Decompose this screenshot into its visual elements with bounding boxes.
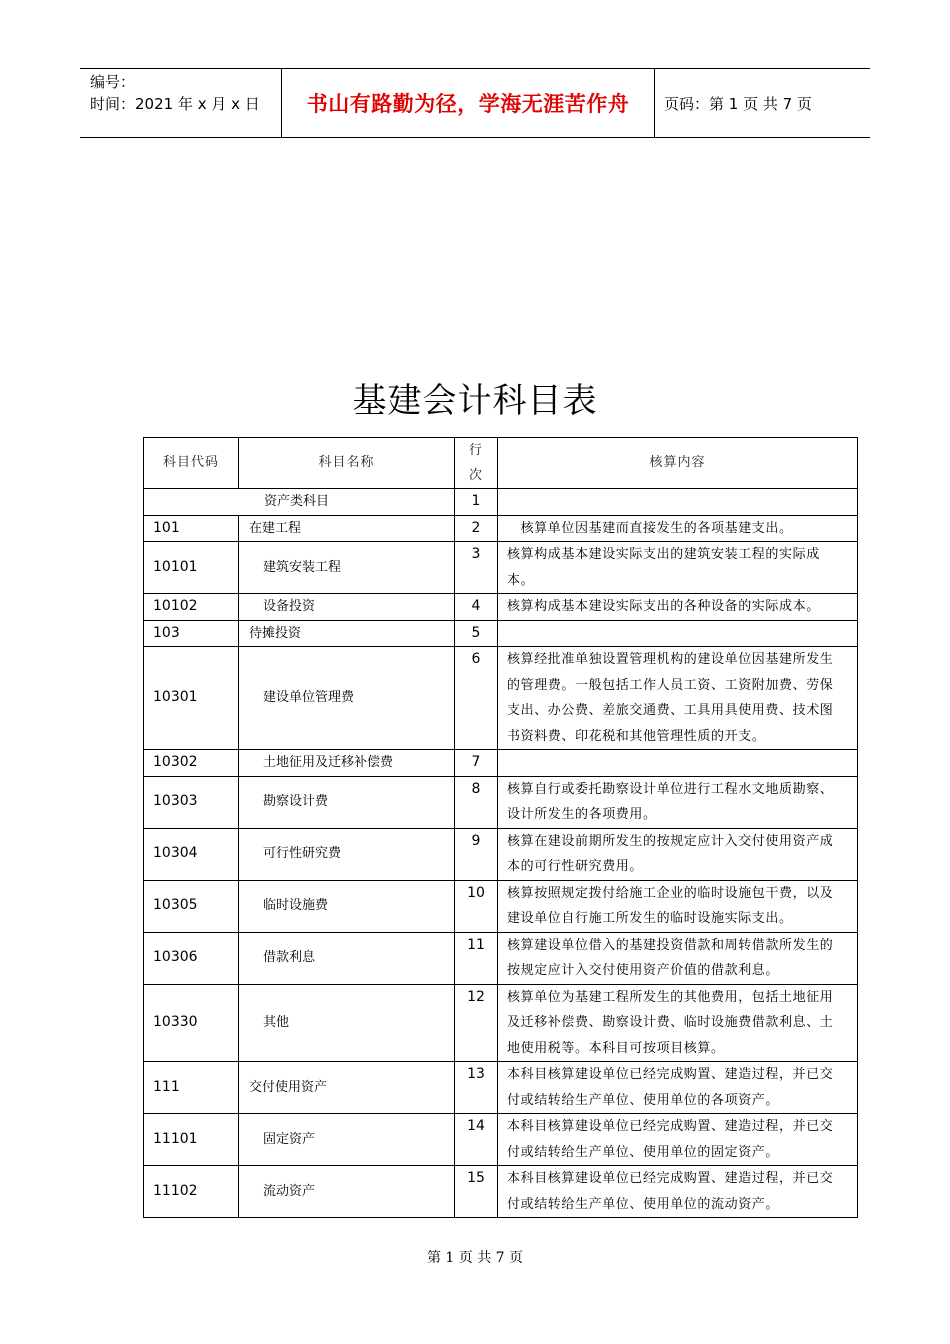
account-code: 11102 [144,1166,239,1218]
account-code: 10301 [144,647,239,750]
row-number: 11 [455,932,498,984]
account-code: 10304 [144,828,239,880]
row-number: 2 [455,515,498,542]
header-content: 核算内容 [498,438,858,489]
account-name: 借款利息 [239,932,455,984]
account-name: 临时设施费 [239,880,455,932]
account-name: 设备投资 [239,594,455,621]
table-row [144,880,858,932]
account-code: 111 [144,1062,239,1114]
header-name: 科目名称 [239,438,455,489]
table-row [144,620,858,647]
table-row [144,932,858,984]
account-code: 101 [144,515,239,542]
account-description: 核算单位因基建而直接发生的各项基建支出。 [498,515,858,542]
table-row [144,1114,858,1166]
account-description: 核算在建设前期所发生的按规定应计入交付使用资产成本的可行性研究费用。 [498,828,858,880]
account-code: 10303 [144,776,239,828]
table-row [144,515,858,542]
header-code: 科目代码 [144,438,239,489]
table-row [144,647,858,750]
account-name: 待摊投资 [239,620,455,647]
page-header [80,68,870,138]
row-number: 15 [455,1166,498,1218]
account-code: 10101 [144,542,239,594]
account-code: 11101 [144,1114,239,1166]
row-number: 7 [455,750,498,777]
account-name: 流动资产 [239,1166,455,1218]
header-meta [90,71,280,115]
account-description [498,620,858,647]
table-header-row [144,438,858,489]
account-name: 勘察设计费 [239,776,455,828]
row-number: 5 [455,620,498,647]
account-name: 交付使用资产 [239,1062,455,1114]
row-number: 14 [455,1114,498,1166]
account-name: 在建工程 [239,515,455,542]
account-description: 本科目核算建设单位已经完成购置、建造过程，并已交付或结转给生产单位、使用单位的各项资产。 [498,1062,858,1114]
time-label: 时间：2021 年 x 月 x 日 [90,95,260,113]
table-row [144,542,858,594]
account-name: 建筑安装工程 [239,542,455,594]
table-row [144,750,858,777]
section-desc [498,489,858,516]
row-number: 3 [455,542,498,594]
account-description: 本科目核算建设单位已经完成购置、建造过程，并已交付或结转给生产单位、使用单位的流动资产。 [498,1166,858,1218]
row-number: 12 [455,984,498,1062]
account-description: 核算自行或委托勘察设计单位进行工程水文地质勘察、设计所发生的各项费用。 [498,776,858,828]
header-page-info: 页码：第 1 页 共 7 页 [664,94,812,113]
account-code: 10306 [144,932,239,984]
account-code: 103 [144,620,239,647]
table-row [144,594,858,621]
account-name: 土地征用及迁移补偿费 [239,750,455,777]
account-name: 固定资产 [239,1114,455,1166]
page-footer: 第 1 页 共 7 页 [426,1250,524,1266]
account-name: 可行性研究费 [239,828,455,880]
document-title: 基建会计科目表 [352,381,598,421]
account-name: 其他 [239,984,455,1062]
account-description: 核算单位为基建工程所发生的其他费用，包括土地征用及迁移补偿费、勘察设计费、临时设施费借款利息、土地使用税等。本科目可按项目核算。 [498,984,858,1062]
account-code: 10305 [144,880,239,932]
account-description: 核算经批准单独设置管理机构的建设单位因基建所发生的管理费。一般包括工作人员工资、工资附加费、劳保支出、办公费、差旅交通费、工具用具使用费、技术图书资料费、印花税和其他管理性质的开支。 [498,647,858,750]
table-row [144,776,858,828]
header-row-number: 行次 [455,438,498,489]
table-row [144,1062,858,1114]
header-motto: 书山有路勤为径，学海无涯苦作舟 [306,92,630,116]
section-row-number: 1 [455,489,498,516]
accounts-table [143,437,858,1218]
account-description: 核算构成基本建设实际支出的各种设备的实际成本。 [498,594,858,621]
account-code: 10330 [144,984,239,1062]
number-label: 编号： [90,73,136,91]
row-number: 9 [455,828,498,880]
table-row [144,828,858,880]
account-description [498,750,858,777]
section-row [144,489,858,516]
row-number: 4 [455,594,498,621]
account-description: 核算构成基本建设实际支出的建筑安装工程的实际成本。 [498,542,858,594]
account-description: 核算建设单位借入的基建投资借款和周转借款所发生的按规定应计入交付使用资产价值的借款利息。 [498,932,858,984]
account-description: 核算按照规定拨付给施工企业的临时设施包干费，以及建设单位自行施工所发生的临时设施实际支出。 [498,880,858,932]
section-label: 资产类科目 [144,489,455,516]
account-description: 本科目核算建设单位已经完成购置、建造过程，并已交付或结转给生产单位、使用单位的固定资产。 [498,1114,858,1166]
header-divider [654,69,655,137]
account-code: 10102 [144,594,239,621]
account-name: 建设单位管理费 [239,647,455,750]
row-number: 10 [455,880,498,932]
row-number: 13 [455,1062,498,1114]
row-number: 6 [455,647,498,750]
table-row [144,984,858,1062]
row-number: 8 [455,776,498,828]
table-row [144,1166,858,1218]
account-code: 10302 [144,750,239,777]
